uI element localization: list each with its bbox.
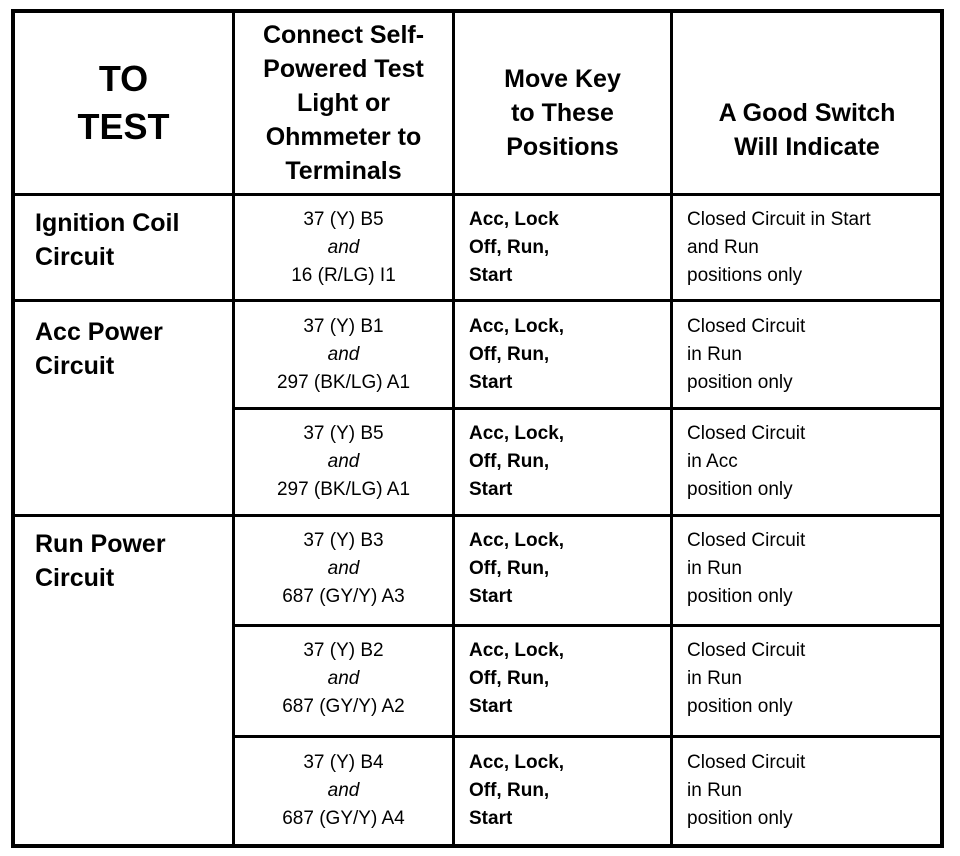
header-line: Terminals: [285, 157, 402, 185]
header-line: A Good Switch: [718, 99, 896, 127]
indication-line: Closed Circuit: [687, 316, 806, 337]
position-line: Acc, Lock,: [469, 640, 565, 661]
indication-line: position only: [687, 586, 793, 607]
indication-cell: [673, 313, 941, 397]
test-label-ignition-coil: [15, 206, 232, 274]
indication-line: positions only: [687, 265, 803, 286]
test-label-line: Circuit: [35, 243, 115, 271]
terminal-a: 37 (Y) B4: [303, 752, 384, 773]
terminal-b: 297 (BK/LG) A1: [276, 372, 411, 393]
terminal-a: 37 (Y) B2: [303, 640, 384, 661]
indication-line: Closed Circuit: [687, 640, 806, 661]
positions-cell: [455, 206, 670, 290]
and-connector: and: [327, 237, 360, 258]
positions-cell: [455, 420, 670, 504]
terminal-cell: [235, 313, 452, 397]
terminal-b: 16 (R/LG) I1: [291, 265, 396, 286]
position-line: Off, Run,: [469, 780, 550, 801]
terminal-b: 687 (GY/Y) A3: [282, 586, 405, 607]
header-connect: [235, 13, 452, 193]
terminal-a: 37 (Y) B3: [303, 530, 384, 551]
header-line: Connect Self-: [262, 21, 425, 49]
indication-cell: [673, 206, 941, 290]
header-line: Light or: [296, 89, 391, 117]
indication-line: in Run: [687, 668, 742, 689]
positions-cell: [455, 749, 670, 833]
indication-line: Closed Circuit in Start: [687, 209, 871, 230]
header-line: Powered Test: [263, 55, 424, 83]
indication-line: and Run: [687, 237, 759, 258]
test-label-line: Circuit: [35, 352, 115, 380]
test-label-acc-power: [15, 315, 232, 383]
indication-cell: [673, 420, 941, 504]
terminal-cell: [235, 206, 452, 290]
position-line: Off, Run,: [469, 558, 550, 579]
test-label-run-power: [15, 527, 232, 595]
indication-line: position only: [687, 372, 793, 393]
position-line: Start: [469, 479, 513, 500]
header-line: Move Key: [504, 65, 621, 93]
test-label-line: Ignition Coil: [35, 209, 180, 237]
position-line: Off, Run,: [469, 237, 550, 258]
and-connector: and: [327, 558, 360, 579]
and-connector: and: [327, 451, 360, 472]
indication-line: position only: [687, 808, 793, 829]
and-connector: and: [327, 780, 360, 801]
row-divider: [233, 735, 942, 738]
position-line: Acc, Lock: [469, 209, 559, 230]
position-line: Acc, Lock,: [469, 423, 565, 444]
indication-line: Closed Circuit: [687, 752, 806, 773]
terminal-b: 297 (BK/LG) A1: [276, 479, 411, 500]
position-line: Start: [469, 696, 513, 717]
indication-cell: [673, 527, 941, 611]
row-divider: [233, 624, 942, 627]
position-line: Acc, Lock,: [469, 316, 565, 337]
indication-line: position only: [687, 696, 793, 717]
terminal-a: 37 (Y) B1: [303, 316, 384, 337]
row-divider: [233, 407, 942, 410]
indication-line: in Acc: [687, 451, 738, 472]
test-label-line: Run Power: [35, 530, 166, 558]
header-move-key: [455, 13, 670, 193]
row-divider: [13, 193, 942, 196]
terminal-b: 687 (GY/Y) A2: [282, 696, 405, 717]
header-line: Positions: [506, 133, 619, 161]
indication-line: in Run: [687, 780, 742, 801]
position-line: Start: [469, 586, 513, 607]
indication-line: Closed Circuit: [687, 530, 806, 551]
indication-cell: [673, 749, 941, 833]
header-line: TO: [98, 58, 149, 99]
position-line: Off, Run,: [469, 451, 550, 472]
position-line: Start: [469, 265, 513, 286]
row-divider: [13, 514, 942, 517]
row-divider: [13, 299, 942, 302]
terminal-cell: [235, 420, 452, 504]
terminal-cell: [235, 749, 452, 833]
positions-cell: [455, 637, 670, 721]
position-line: Off, Run,: [469, 668, 550, 689]
test-label-line: Acc Power: [35, 318, 163, 346]
position-line: Start: [469, 372, 513, 393]
header-good-switch: [673, 13, 941, 193]
indication-line: in Run: [687, 344, 742, 365]
position-line: Start: [469, 808, 513, 829]
indication-line: Closed Circuit: [687, 423, 806, 444]
and-connector: and: [327, 344, 360, 365]
header-line: Ohmmeter to: [265, 123, 422, 151]
indication-line: position only: [687, 479, 793, 500]
terminal-a: 37 (Y) B5: [303, 209, 384, 230]
indication-line: in Run: [687, 558, 742, 579]
header-line: to These: [511, 99, 614, 127]
header-line: Will Indicate: [734, 133, 880, 161]
header-to-test: [15, 13, 232, 193]
header-line: TEST: [77, 106, 170, 147]
position-line: Acc, Lock,: [469, 530, 565, 551]
positions-cell: [455, 313, 670, 397]
terminal-cell: [235, 527, 452, 611]
and-connector: and: [327, 668, 360, 689]
terminal-cell: [235, 637, 452, 721]
terminal-a: 37 (Y) B5: [303, 423, 384, 444]
positions-cell: [455, 527, 670, 611]
position-line: Off, Run,: [469, 344, 550, 365]
position-line: Acc, Lock,: [469, 752, 565, 773]
terminal-b: 687 (GY/Y) A4: [282, 808, 405, 829]
indication-cell: [673, 637, 941, 721]
test-label-line: Circuit: [35, 564, 115, 592]
